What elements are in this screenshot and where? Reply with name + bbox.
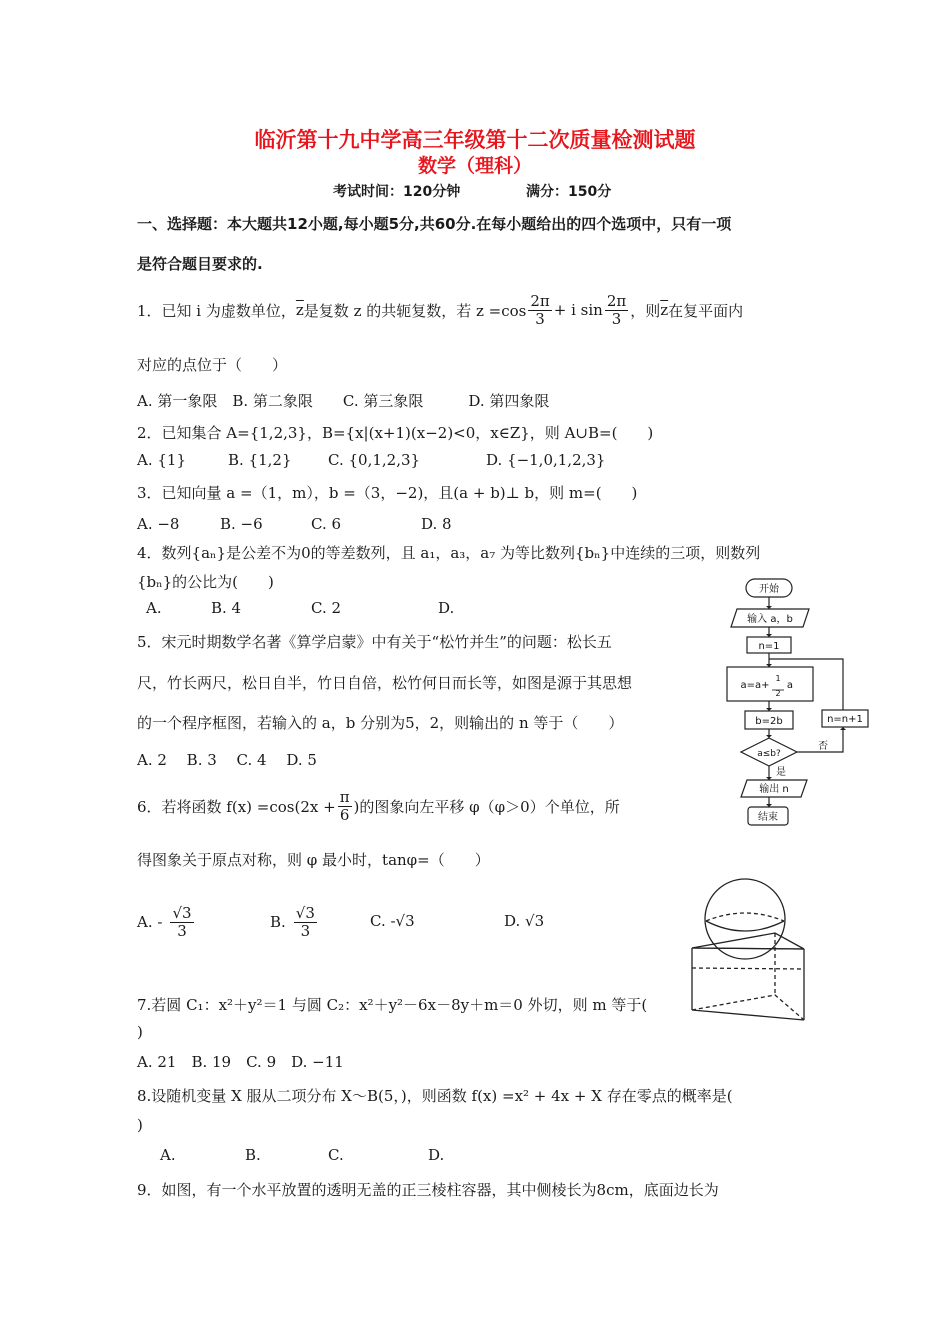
- q6-option-c: C. -√3: [370, 912, 415, 930]
- q6-stem-line1: [137, 784, 620, 828]
- q1-frac1-num: 2π: [530, 292, 550, 310]
- q8-option-c: C.: [328, 1146, 344, 1164]
- q1-part-d: ，则: [630, 301, 661, 320]
- q1-frac1-den: 3: [535, 309, 545, 328]
- q8-option-b: B.: [245, 1146, 261, 1164]
- q6-option-a-fraction: [170, 905, 193, 939]
- q8-stem-line1: 8.设随机变量 X 服从二项分布 X～B(5，)，则函数 f(x) =x² + 4x + X 存在零点的概率是(: [137, 1087, 733, 1105]
- q6-part-a: 6．若将函数 f(x) =cos(2x +: [137, 797, 336, 816]
- q6-option-a-label: A. -: [137, 913, 163, 931]
- full-score: 满分：150分: [526, 184, 612, 200]
- flowchart-yes-label: 是: [776, 767, 786, 778]
- flowchart-update-a-left: a=a+: [740, 680, 770, 691]
- q1-zbar: $\overline{z}$: [295, 301, 304, 319]
- q4-option-b: B. 4: [211, 599, 242, 617]
- q6-option-b-fraction: [294, 905, 317, 939]
- prism-top-front-edge: [692, 948, 804, 949]
- q3-option-c: C. 6: [311, 515, 342, 533]
- q5-stem-line3: 的一个程序框图，若输入的 a，b 分别为5，2，则输出的 n 等于（ ）: [137, 714, 624, 732]
- flowchart-increment-label: n=n+1: [827, 714, 863, 725]
- q7-options: A. 21 B. 19 C. 9 D. −11: [137, 1053, 344, 1071]
- q1-zbar-2: $\overline{z}$: [660, 301, 669, 319]
- flowchart-start-label: 开始: [759, 584, 779, 595]
- page-subtitle: 数学（理科）: [417, 155, 532, 177]
- prism-bottom-front-edge: [692, 1010, 804, 1020]
- flowchart-no-label: 否: [818, 741, 828, 752]
- q1-part-b: 是复数 z 的共轭复数，若 z =cos: [303, 301, 527, 320]
- q6-option-a-den: 3: [177, 921, 187, 940]
- sphere-equator-front: [706, 921, 784, 931]
- q1-part-c: + i sin: [553, 301, 603, 319]
- q6-option-b-num: √3: [295, 904, 315, 922]
- q1-fraction-2: [605, 293, 628, 327]
- flowchart-init-label: n=1: [758, 641, 780, 652]
- question-1-stem: [137, 290, 743, 330]
- q6-option-b-label: B.: [270, 913, 286, 931]
- sphere-prism-figure: [680, 875, 820, 1027]
- q4-option-a: A.: [146, 599, 162, 617]
- flowchart-end-label: 结束: [758, 812, 778, 823]
- q2-option-a: A. {1}: [137, 451, 186, 469]
- q6-option-b: [270, 898, 319, 946]
- flowchart-input-label: 输入 a，b: [747, 614, 793, 625]
- flowchart-update-a-num: 1: [775, 674, 781, 683]
- q4-option-d: D.: [438, 599, 455, 617]
- q5-stem-line1: 5．宋元时期数学名著《算学启蒙》中有关于“松竹并生”的问题：松长五: [137, 633, 612, 651]
- q2-option-d: D. {−1,0,1,2,3}: [486, 451, 606, 469]
- q6-option-d: D. √3: [504, 912, 545, 930]
- q2-option-c: C. {0,1,2,3}: [328, 451, 421, 469]
- q6-stem-line2: 得图象关于原点对称，则 φ 最小时，tanφ=（ ）: [137, 851, 490, 869]
- q7-stem-line1: 7.若圆 C₁：x²＋y²＝1 与圆 C₂：x²＋y²－6x－8y＋m＝0 外切，则 m 等于(: [137, 996, 648, 1014]
- q2-stem: 2．已知集合 A={1,2,3}，B={x|(x+1)(x−2)<0，x∈Z}，则 A∪B=( ): [137, 424, 654, 442]
- q4-option-c: C. 2: [311, 599, 342, 617]
- q1-options: A. 第一象限 B. 第二象限 C. 第三象限 D. 第四象限: [137, 392, 550, 410]
- q6-option-a: [137, 898, 196, 946]
- q1-frac2-num: 2π: [606, 292, 627, 310]
- q6-option-b-den: 3: [300, 921, 311, 940]
- q1-line2: 对应的点位于（ ）: [137, 356, 288, 374]
- section-heading-line1: 一、选择题：本大题共12小题,每小题5分,共60分.在每小题给出的四个选项中，只有一项: [137, 215, 732, 233]
- q6-frac-num: π: [339, 788, 350, 806]
- q3-stem: 3．已知向量 a =（1，m），b =（3，−2)，且(a + b)⊥ b，则 m=( ): [137, 484, 638, 502]
- flowchart-output-label: 输出 n: [759, 784, 789, 795]
- q2-option-b: B. {1,2}: [228, 451, 292, 469]
- page-title: 临沂第十九中学高三年级第十二次质量检测试题: [254, 128, 696, 152]
- flowchart-figure: [715, 575, 870, 830]
- q5-options: A. 2 B. 3 C. 4 D. 5: [137, 751, 317, 769]
- flowchart-update-b-label: b=2b: [755, 716, 783, 727]
- q1-part-e: 在复平面内: [668, 301, 744, 320]
- q1-fraction-1: [528, 293, 551, 327]
- q7-stem-line2: ): [137, 1023, 143, 1041]
- q3-option-a: A. −8: [137, 515, 180, 533]
- q8-option-a: A.: [160, 1146, 176, 1164]
- sphere-outline: [705, 879, 785, 959]
- q6-part-b: )的图象向左平移 φ（φ＞0）个单位，所: [353, 797, 620, 816]
- prism-water-line: [692, 968, 804, 969]
- flowchart-update-a-right: a: [786, 680, 794, 691]
- q9-stem-line1: 9．如图，有一个水平放置的透明无盖的正三棱柱容器，其中侧棱长为8cm，底面边长为: [137, 1181, 719, 1199]
- flowchart-update-a-den: 2: [775, 689, 781, 698]
- q5-stem-line2: 尺，竹长两尺，松日自半，竹日自倍，松竹何日而长等，如图是源于其思想: [137, 674, 633, 692]
- q3-option-b: B. −6: [220, 515, 263, 533]
- exam-time: 考试时间：120分钟: [333, 184, 461, 200]
- flowchart-condition-label: a≤b?: [757, 749, 781, 759]
- q3-option-d: D. 8: [421, 515, 452, 533]
- q4-stem-line1: 4．数列{aₙ}是公差不为0的等差数列，且 a₁，a₃，a₇ 为等比数列{bₙ}中连续的三项，则数列: [137, 544, 761, 562]
- q4-stem-line2: {bₙ}的公比为( ): [137, 573, 274, 591]
- q6-frac-den: 6: [339, 805, 350, 824]
- q1-part-a: 1．已知 i 为虚数单位，: [137, 301, 296, 320]
- q6-fraction: [338, 789, 352, 823]
- prism-hidden-base: [692, 995, 804, 1020]
- section-heading-line2: 是符合题目要求的.: [137, 255, 263, 273]
- sphere-equator-back: [706, 913, 784, 921]
- q6-option-a-num: √3: [172, 904, 192, 922]
- q8-option-d: D.: [428, 1146, 445, 1164]
- q1-frac2-den: 3: [611, 309, 622, 328]
- q8-stem-line2: ): [137, 1116, 143, 1134]
